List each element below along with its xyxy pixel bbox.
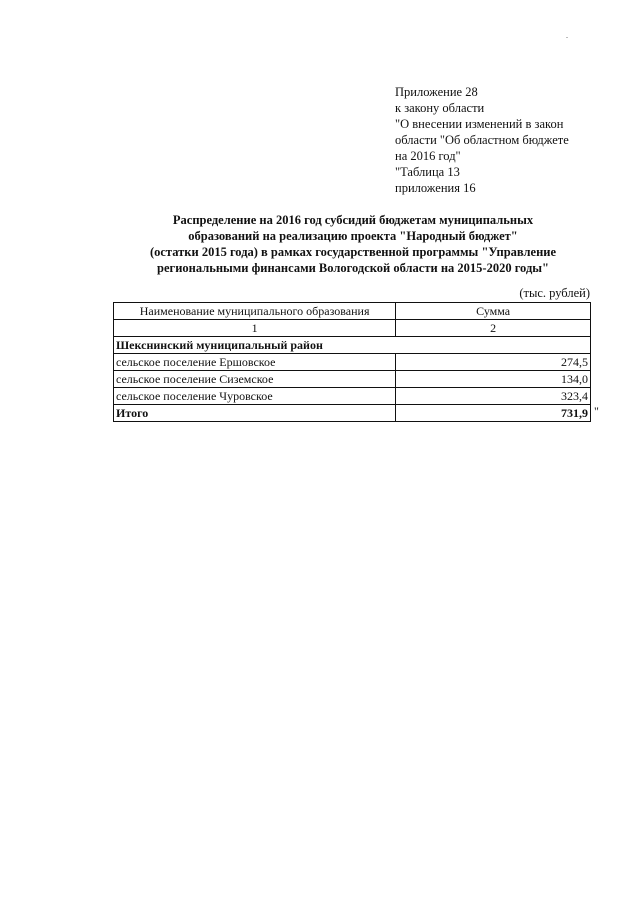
total-sum: 731,9 (396, 405, 591, 422)
table-row (114, 371, 591, 388)
appendix-line: "Таблица 13 (395, 165, 460, 179)
total-label: Итого (114, 405, 396, 422)
appendix-line: к закону области (395, 101, 485, 115)
settlement-sum: 134,0 (396, 371, 591, 388)
title-line: образований на реализацию проекта "Народный бюджет" (188, 229, 518, 243)
appendix-line: на 2016 год" (395, 149, 461, 163)
total-row (114, 405, 591, 422)
table-header-row (114, 303, 591, 320)
settlement-name: сельское поселение Ершовское (114, 354, 396, 371)
title-line: региональными финансами Вологодской области на 2015-2020 годы" (157, 261, 549, 275)
settlement-name: сельское поселение Чуровское (114, 388, 396, 405)
scan-speck (566, 37, 568, 38)
table-row (114, 354, 591, 371)
column-number: 2 (396, 320, 591, 337)
appendix-line: Приложение 28 (395, 85, 478, 99)
header-name: Наименование муниципального образования (114, 303, 396, 320)
header-sum: Сумма (396, 303, 591, 320)
subsidy-table (113, 302, 591, 422)
units-note: (тыс. рублей) (519, 286, 590, 300)
column-number: 1 (114, 320, 396, 337)
settlement-sum: 274,5 (396, 354, 591, 371)
column-number-row (114, 320, 591, 337)
appendix-line: приложения 16 (395, 181, 476, 195)
district-row (114, 337, 591, 354)
district-name: Шекснинский муниципальный район (114, 337, 591, 354)
settlement-name: сельское поселение Сиземское (114, 371, 396, 388)
settlement-sum: 323,4 (396, 388, 591, 405)
appendix-note (395, 84, 595, 196)
appendix-line: "О внесении изменений в закон (395, 117, 564, 131)
table-row (114, 388, 591, 405)
appendix-line: области "Об областном бюджете (395, 133, 569, 147)
title-line: (остатки 2015 года) в рамках государственной программы "Управление (149, 245, 557, 259)
title-line: Распределение на 2016 год субсидий бюджетам муниципальных (172, 213, 534, 227)
closing-quote: " (594, 404, 599, 418)
document-title (110, 212, 596, 276)
